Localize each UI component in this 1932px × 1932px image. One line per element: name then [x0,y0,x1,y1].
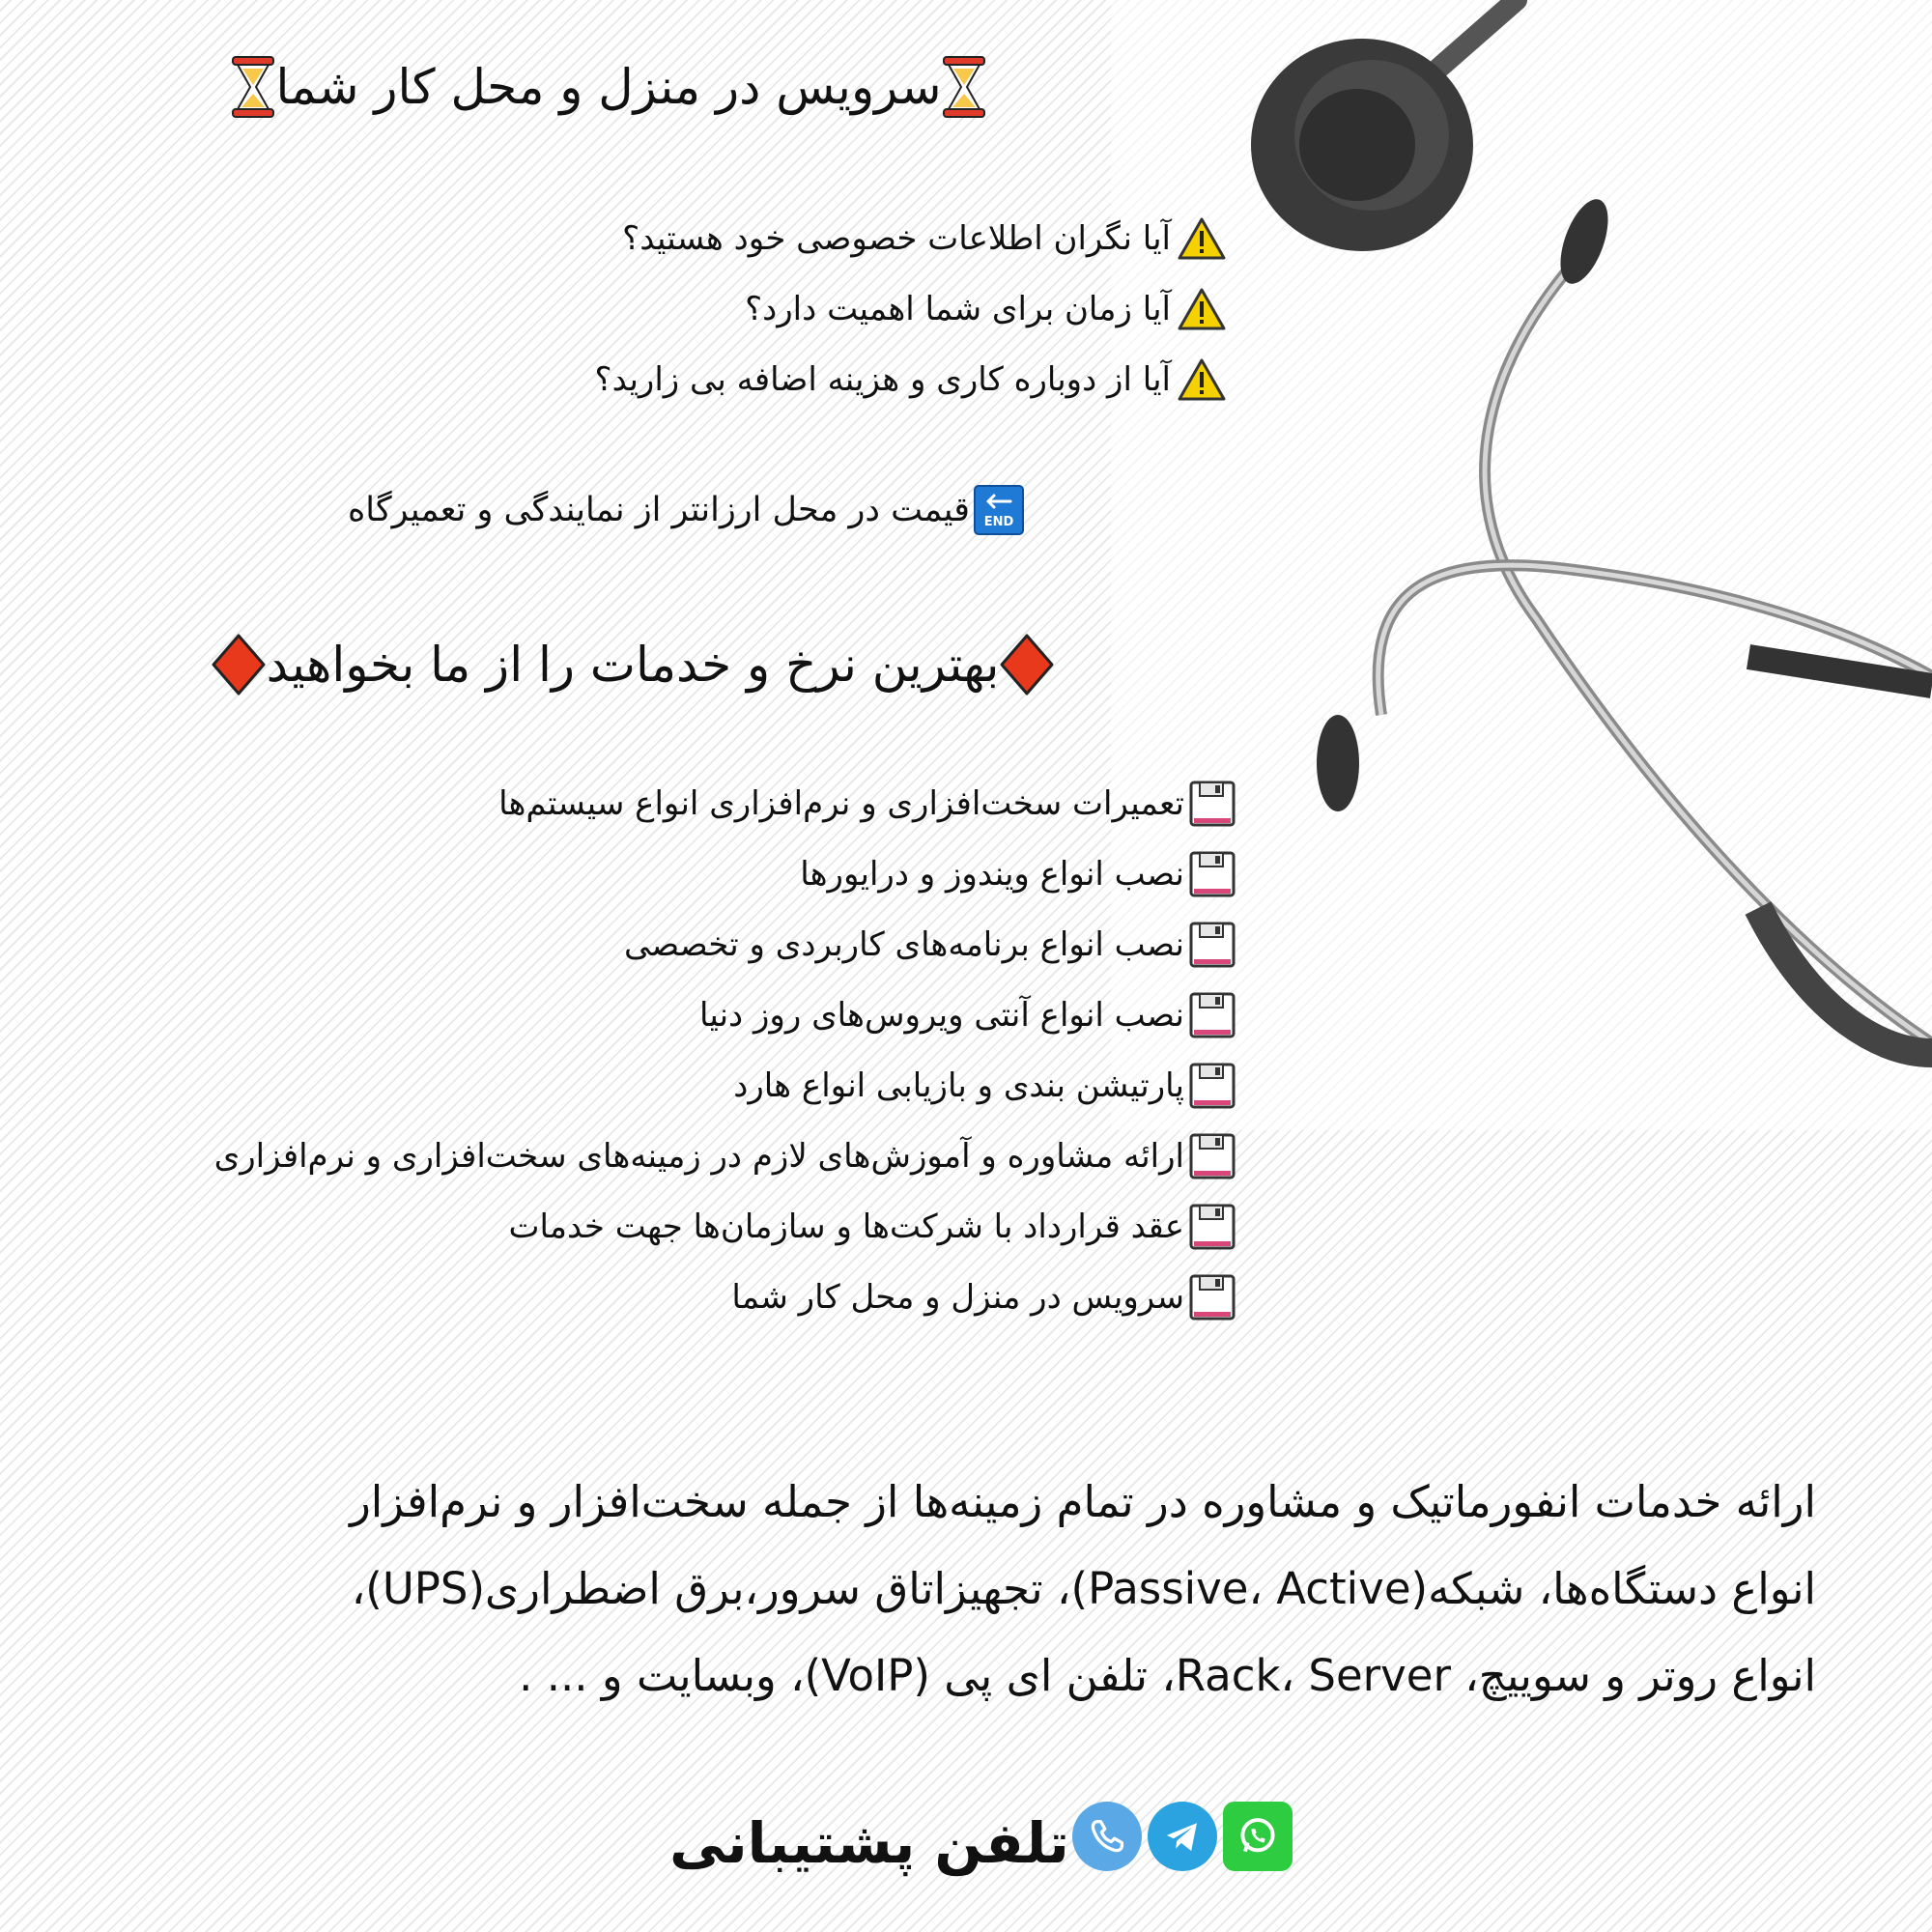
floppy-disk-icon [1188,1203,1236,1251]
service-item [498,768,1236,838]
service-text: پارتیشن بندی و بازیابی انواع هارد [733,1065,1184,1105]
contact-icons [1072,1802,1293,1871]
support-label: تلفن پشتیبانی [669,1809,1069,1876]
service-text: عقد قرارداد با شرکت‌ها و سازمان‌ها جهت خدمات [508,1207,1184,1246]
service-item [800,838,1236,909]
floppy-disk-icon [1188,780,1236,828]
page-title: سرویس در منزل و محل کار شما [275,59,942,115]
floppy-disk-icon [1188,1273,1236,1321]
support-label-row [667,1797,1072,1889]
best-rate-heading [174,618,1092,710]
description-paragraph [126,1459,1816,1719]
warning-icon [1177,216,1227,261]
floppy-disk-icon [1188,850,1236,898]
end-badge-text: END [983,514,1014,529]
description-line: انواع دستگاه‌ها، شبکه(Passive، Active)، تجهیزاتاق سرور،برق اضطراری(UPS)، [351,1563,1816,1614]
service-item [731,1262,1236,1332]
end-arrow-icon [974,485,1024,535]
question-text: آیا از دوباره کاری و هزینه اضافه بی زارید؟ [594,359,1171,399]
question-text: آیا زمان برای شما اهمیت دارد؟ [745,289,1171,328]
red-diamond-icon [999,633,1055,696]
service-item [624,909,1236,980]
question-item [406,344,1227,414]
service-text: ارائه مشاوره و آموزش‌های لازم در زمینه‌های سخت‌افزاری و نرم‌افزاری [213,1136,1184,1176]
phone-icon[interactable] [1072,1802,1142,1871]
warning-icon [1177,357,1227,402]
service-text: سرویس در منزل و محل کار شما [731,1277,1184,1317]
warning-icon [1177,287,1227,331]
service-text: نصب انواع ویندوز و درایورها [800,854,1184,894]
telegram-icon[interactable] [1148,1802,1217,1871]
question-text: آیا نگران اطلاعات خصوصی خود هستید؟ [622,218,1171,258]
floppy-disk-icon [1188,921,1236,969]
service-item [733,1050,1236,1121]
page-title-row [193,39,1024,135]
description-line: ارائه خدمات انفورماتیک و مشاوره در تمام زمینه‌ها از جمله سخت‌افزار و نرم‌افزار [350,1476,1816,1527]
service-text: تعمیرات سخت‌افزاری و نرم‌افزاری انواع سیستم‌ها [498,783,1184,823]
best-rate-text: بهترین نرخ و خدمات را از ما بخواهید [266,636,1000,693]
question-item [406,273,1227,344]
price-note-text: قیمت در محل ارزانتر از نمایندگی و تعمیرگاه [347,490,970,529]
whatsapp-icon[interactable] [1223,1802,1293,1871]
floppy-disk-icon [1188,991,1236,1039]
hourglass-icon [231,55,275,119]
price-note-row [222,473,1024,546]
description-line: انواع روتر و سوییچ، Rack، Server، تلفن ای پی (VoIP)، وبسایت و ... . [519,1650,1816,1701]
services-list [29,768,1236,1332]
service-text: نصب انواع برنامه‌های کاربردی و تخصصی [623,924,1184,964]
question-list [406,203,1227,414]
service-text: نصب انواع آنتی ویروس‌های روز دنیا [698,995,1184,1035]
question-item [406,203,1227,273]
service-item [508,1191,1236,1262]
red-diamond-icon [211,633,267,696]
service-item [699,980,1236,1050]
hourglass-icon [942,55,986,119]
floppy-disk-icon [1188,1132,1236,1180]
service-item [214,1121,1236,1191]
floppy-disk-icon [1188,1062,1236,1110]
